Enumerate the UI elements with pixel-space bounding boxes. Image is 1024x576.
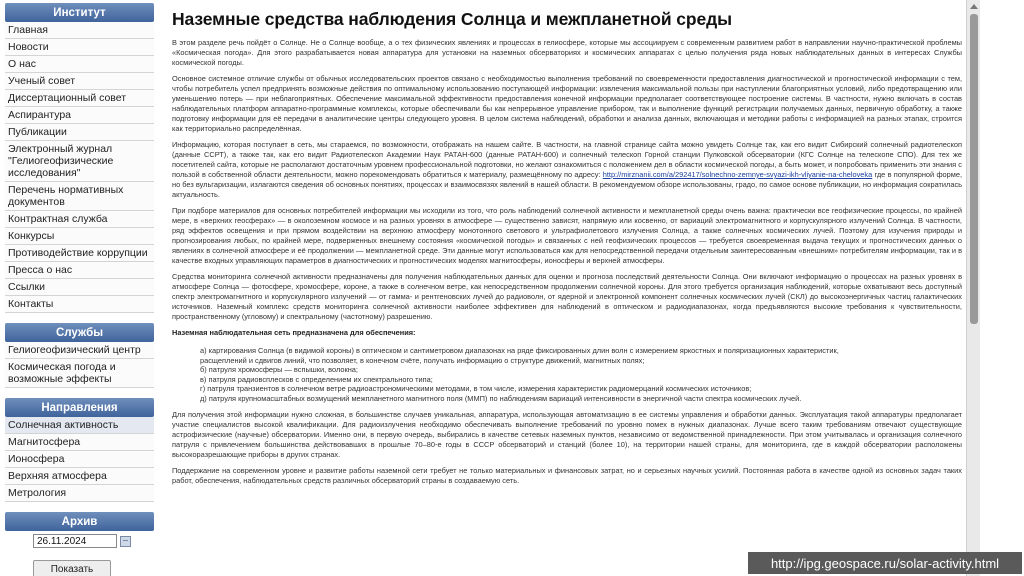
- network-tasks-list: [172, 346, 962, 403]
- paragraph-system: Основное системное отличие службы от обычных исследовательских проектов связано с необходимостью выполнения требований по своевременности предоставления диагностической и прогностической информации с тем, чтобы потребитель успел предпринять возможные действия по оптимальному использованию поступающей информации: извлечения максимальной пользы при наступлении благоприятных условий, либо предотвращению или уменьшению потерь — при неблагоприятных. Обеспечение максимальной эффективности предоставления конечной информации предполагает соответствующее построение системы. В частности, нужно включать в состав наблюдательных платформ аппаратно-программные комплексы, которые обеспечивали бы как непрерывное управление прибором, так и выполнение функций регистрации получаемых данных, первичную обработку, а также подготовку информации для её передачи в аналитические центры следующего уровня. В целом система наблюдений, обработки и анализа данных, включающая и методики работы с информацией на разных этапах, строится как территориально распределённая.: [172, 74, 962, 133]
- calendar-icon[interactable]: [120, 536, 131, 547]
- nav-item-heliogeophysical-center[interactable]: Гелиогеофизический центр: [5, 342, 154, 359]
- scroll-thumb[interactable]: [970, 14, 978, 324]
- nav-item-solar-activity[interactable]: Солнечная активность: [5, 417, 154, 434]
- paragraph-intro: В этом разделе речь пойдёт о Солнце. Не о Солнце вообще, а о тех физических явлениях и процессах в гелиосфере, которые мы ассоциируем с современным развитием работ в направлении научно-практической проблемы «Космическая погода». Для этого разрабатывается новая аппаратура для установки на наземных обсерваториях и космических аппаратах с целью получения ряда новых наблюдательных данных в интересах Службы космической погоды.: [172, 38, 962, 67]
- nav-item-upper-atmosphere[interactable]: Верхняя атмосфера: [5, 468, 154, 485]
- directions-section-header: Направления: [5, 398, 154, 417]
- archive-section-header: Архив: [5, 512, 154, 531]
- paragraph-support: Поддержание на современном уровне и развитие работы наземной сети требует не только материальных и финансовых затрат, но и серьезных научных усилий. Постоянная работа в качестве одной из основных задач таких работ, обеспечения, наблюдательных средств различных обсерваторий страны в создаваемую сеть.: [172, 466, 962, 485]
- nav-item-metrology[interactable]: Метрология: [5, 485, 154, 502]
- nav-item-regulatory-documents[interactable]: Перечень нормативных документов: [5, 182, 154, 211]
- nav-item-anti-corruption[interactable]: Противодействие коррупции: [5, 245, 154, 262]
- list-item: расщеплений и сдвигов линий, что позволяет, в конечном счёте, получать информацию о структуре движений, магнитных полях;: [200, 355, 645, 365]
- institute-nav: [5, 22, 154, 313]
- nav-item-press[interactable]: Пресса о нас: [5, 262, 154, 279]
- nav-item-dissertation-council[interactable]: Диссертационный совет: [5, 90, 154, 107]
- list-item: в) патруля радиовсплесков с определением их спектрального типа;: [200, 374, 433, 384]
- sidebar: [0, 0, 158, 576]
- archive-date-row: [33, 534, 154, 548]
- institute-section-header: Институт: [5, 3, 154, 22]
- paragraph-information-suffix: где в популярной форме, но без вульгаризации, излагаются сведения об основных понятиях, процессах и взаимосвязях явлений в нашей области. В рекомендуемом обзоре использованы, градо, по самое основе публикации, но информация сократилась актуальность.: [172, 170, 962, 199]
- nav-item-magnetosphere[interactable]: Магнитосфера: [5, 434, 154, 451]
- list-item: г) патруля транзиентов в солнечном ветре радиоастрономическими методами, в том числе, измерения характеристик радиомерцаний космических источников;: [200, 384, 752, 393]
- nav-item-about[interactable]: О нас: [5, 56, 154, 73]
- nav-item-publications[interactable]: Публикации: [5, 124, 154, 141]
- nav-item-contract-service[interactable]: Контрактная служба: [5, 211, 154, 228]
- paragraph-monitoring: Средства мониторинга солнечной активности предназначены для получения наблюдательных данных для оценки и прогноза последствий деятельности Солнца. Они включают информацию о процессах на разных уровнях в атмосфере Солнца — фотосфере, хромосфере, короне, а также в солнечном ветре, как непосредственном продолжении солнечной короны. Для этого требуется организация наблюдений, которые охватывают весь доступный спектр электромагнитного и корпускулярного излучений — от гамма- и рентгеновских лучей до радиоволн, от ядерной и электронной компонент солнечных космических лучей (СКЛ) до высокоэнергичных частиц галактических источников. Наземный комплекс средств мониторинга солнечной активности наиболее эффективен для наблюдений в оптическом и радиодиапазонах, когда предъявляются высокие требования к чувствительности, пространственному (угловому) и спектральному (частотному) разрешению.: [172, 272, 962, 321]
- recommended-link[interactable]: http://mirznanii.com/a/292417/solnechno-zemnye-svyazi-ikh-vliyanie-na-cheloveka: [602, 170, 873, 179]
- paragraph-equipment: Для получения этой информации нужно сложная, в большинстве случаев уникальная, аппаратура, использующая автоматизацию в ее системы управления и обработки данных. Эксплуатация такой аппаратуры предполагает участие специалистов высокой квалификации. Для радиоизлучения необходимо обеспечивать выполнение требований по уровню помех в нужных диапазонах. Лучше всего таким требованиям отвечают существующие астрофизические (научные) обсерватории. Именно они, в первую очередь, выбирались в качестве сетевых наземных пунктов, независимо от ведомственной принадлежности. При этом учитывалась и организация солнечного патруля с привлечением большинства действовавших в прошлые 70–80-е годы в СССР обсерваторий и станций (более 10), на территории нашей страны, для мониторинга, где в каждой обсерватории расположены высокоразрешающие приборы в других странах.: [172, 410, 962, 459]
- scroll-up-arrow-icon[interactable]: [970, 4, 978, 9]
- list-item: б) патруля хромосферы — вспышки, волокна;: [200, 365, 358, 374]
- archive-date-input[interactable]: [33, 534, 117, 548]
- nav-item-contacts[interactable]: Контакты: [5, 296, 154, 313]
- archive-show-button[interactable]: Показать: [33, 560, 111, 576]
- nav-item-postgraduate[interactable]: Аспирантура: [5, 107, 154, 124]
- list-title: Наземная наблюдательная сеть предназначена для обеспечения:: [172, 328, 416, 337]
- list-item: а) картирования Солнца (в видимой короны) в оптическом и сантиметровом диапазонах на ряде фиксированных длин волн с измерением яркостных и поляризационных характеристик,: [200, 346, 839, 355]
- nav-item-ionosphere[interactable]: Ионосфера: [5, 451, 154, 468]
- nav-item-links[interactable]: Ссылки: [5, 279, 154, 296]
- nav-item-home[interactable]: Главная: [5, 22, 154, 39]
- nav-item-news[interactable]: Новости: [5, 39, 154, 56]
- page-scrollbar[interactable]: [966, 0, 980, 576]
- source-url-banner: http://ipg.geospace.ru/solar-activity.html: [748, 552, 1022, 574]
- main-content: [172, 0, 962, 576]
- services-section-header: Службы: [5, 323, 154, 342]
- paragraph-materials: При подборе материалов для основных потребителей информации мы исходили из того, что роль наблюдений солнечной активности и межпланетной среды очень важна: практически все геофизические процессы, по крайней мере, в «верхних геосферах» — в околоземном космосе и на разных уровнях в атмосфере — существенно зависят, напрямую или косвенно, от вариаций электромагнитного и корпускулярного излучений Солнца. В частности, ряд эффектов освещения и при прямом воздействии на верхнюю атмосферу монотонного светового и ультрафиолетового излучения Солнца, а также солнечных космических лучей. Поэтому для изучения природы и прогнозирования любых, по крайней мере, подверженных внешнему состояния «космической погоды» и связанных с ней геофизических процессов — требуется своевременная выдача текущих и прогностических данных о явлениях в солнечной атмосфере и её продолжении — межпланетной среде. Эти данные могут использоваться как для непосредственной передачи отдельным заинтересованным «внешним» потребителям информации, так и в качестве входных управляющих параметров в диагностических и прогностических моделях магнитосферы, ионосферы и верхней атмосферы.: [172, 206, 962, 265]
- list-item: д) патруля крупномасштабных возмущений межпланетного магнитного поля (ММП) по наблюдениям вариаций интенсивности в энергичной части спектра космических лучей.: [200, 393, 802, 403]
- nav-item-competitions[interactable]: Конкурсы: [5, 228, 154, 245]
- paragraph-information: [172, 140, 962, 200]
- nav-item-journal[interactable]: Электронный журнал "Гелиогеофизические исследования": [5, 141, 154, 182]
- paragraph-information-text: Информацию, которая поступает в сеть, мы стараемся, по возможности, отображать на нашем сайте. В частности, на главной странице сайта можно увидеть Солнце так, как его видит Сибирский солнечный радиотелескоп (данные ССРТ), а также так, как его видит Радиотелескоп Академии Наук РАТАН-600 (данные РАТАН-600) и солнечный телескоп Горной станции Пулковской обсерватории (КГС Солнце на телескопе СПО). Для тех же посетителей сайта, которые не располагают достаточным уровнем профессиональной подготовки, но желают ознакомиться с положением дел в области космической погоды, а быть может, и попробовать применить эти знания с пользой в собственной области деятельности, можно порекомендовать обратиться к материалу, размещённому по адресу:: [172, 140, 962, 179]
- nav-item-academic-council[interactable]: Ученый совет: [5, 73, 154, 90]
- services-nav: [5, 342, 154, 388]
- nav-item-space-weather[interactable]: Космическая погода и возможные эффекты: [5, 359, 154, 388]
- page-title: Наземные средства наблюдения Солнца и межпланетной среды: [172, 9, 732, 29]
- directions-nav: [5, 417, 154, 502]
